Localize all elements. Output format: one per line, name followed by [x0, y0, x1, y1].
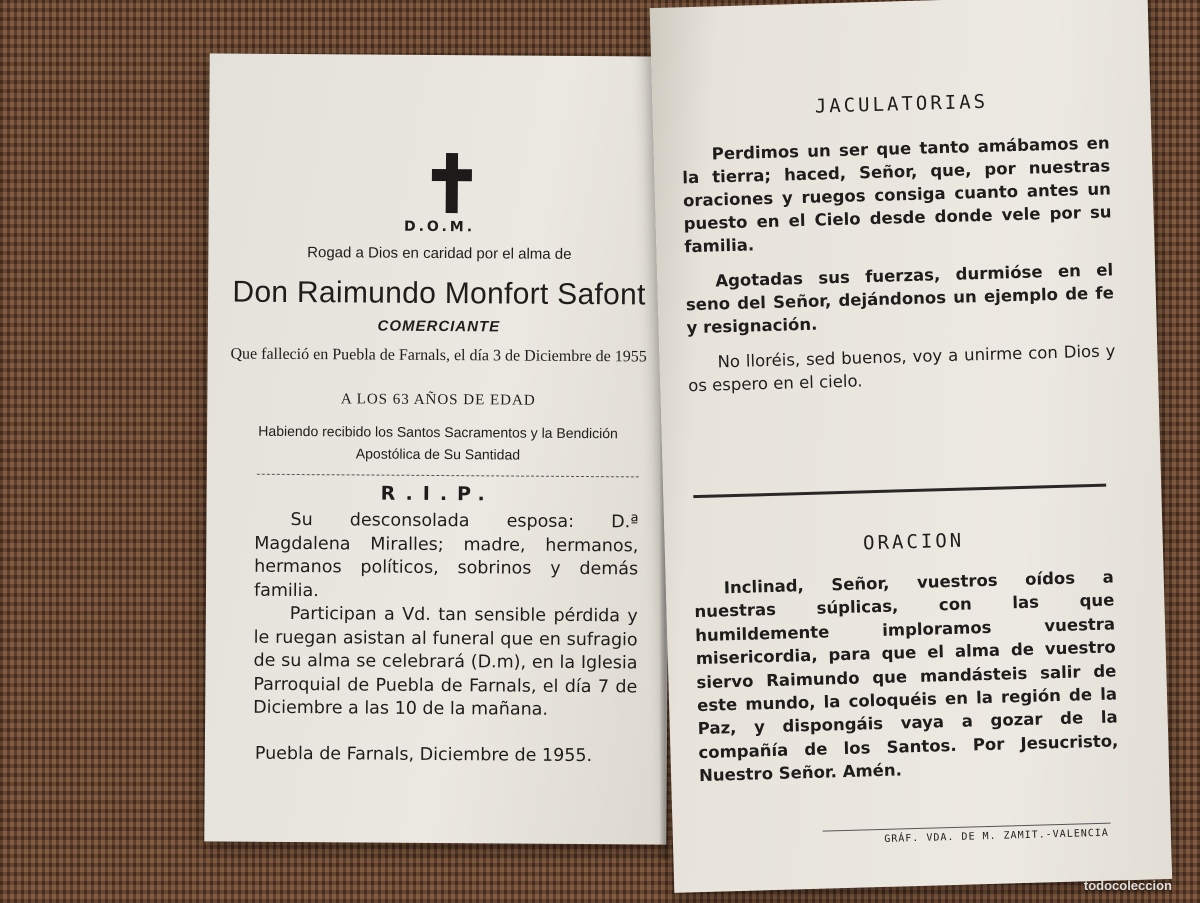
section-divider [693, 484, 1106, 499]
oracion-title: ORACION [862, 529, 965, 555]
cross-icon [432, 153, 472, 213]
oracion-body [694, 565, 1120, 787]
jaculatorias-title: JACULATORIAS [814, 90, 989, 118]
jaculatorias-body [681, 131, 1116, 409]
death-info: Que falleció en Puebla de Farnals, el día 3 de Diciembre de 1955 [230, 345, 647, 366]
funeral-paragraph: Participan a Vd. tan sensible pérdida y le ruegan asistan al funeral que en sufragio de su alma se celebrará (D.m), en la Iglesia Parroquial de Puebla de Farnals, el día 7 de Diciembre a las 10 de la mañana. [253, 603, 638, 720]
rip-heading: R.I.P. [380, 482, 495, 506]
watermark: todocoleccion [1083, 878, 1172, 893]
sacraments-line: Habiendo recibido los Santos Sacramentos y la Bendición Apostólica de Su Santidad [258, 422, 618, 463]
dom-heading: D.O.M. [403, 218, 476, 236]
age-line: A LOS 63 AÑOS DE EDAD [340, 391, 536, 409]
printer-credit: GRÁF. VDA. DE M. ZAMIT.-VALENCIA [884, 827, 1110, 845]
profession: COMERCIANTE [377, 317, 501, 336]
left-card-page [204, 53, 671, 844]
place-date: Puebla de Farnals, Diciembre de 1955. [254, 743, 593, 767]
divider [257, 474, 639, 478]
deceased-name: Don Raimundo Monfort Safont [232, 275, 646, 312]
jaculatoria-1: Perdimos un ser que tanto amábamos en la tierra; haced, Señor, que, por nuestras oraciones y ruegos consiga cuanto antes un puesto en el Cielo desde donde vele por su familia. [682, 133, 1112, 257]
right-card-page [650, 0, 1173, 893]
oracion-text: Inclinad, Señor, vuestros oídos a nuestras súplicas, con las que humildemente imploramos vuestra misericordia, para que el alma de vuestro siervo Raimundo que mandásteis salir de este mundo, la coloquéis en la región de la Paz, y dispongáis vaya a gozar de la compañía de los Santos. Por Jesucristo, Nuestro Señor. Amén. [694, 567, 1119, 786]
jaculatoria-2: Agotadas sus fuerzas, durmióse en el seno del Señor, dejándonos un ejemplo de fe y resignación. [685, 260, 1115, 338]
jaculatoria-3: No lloréis, sed buenos, voy a unirme con Dios y os espero en el cielo. [687, 341, 1116, 396]
announcement-body [253, 509, 638, 723]
family-paragraph: Su desconsolada esposa: D.ª Magdalena Miralles; madre, hermanos, hermanos políticos, sobrinos y demás familia. [253, 509, 639, 601]
rogad-line: Rogad a Dios en caridad por el alma de [307, 244, 572, 263]
